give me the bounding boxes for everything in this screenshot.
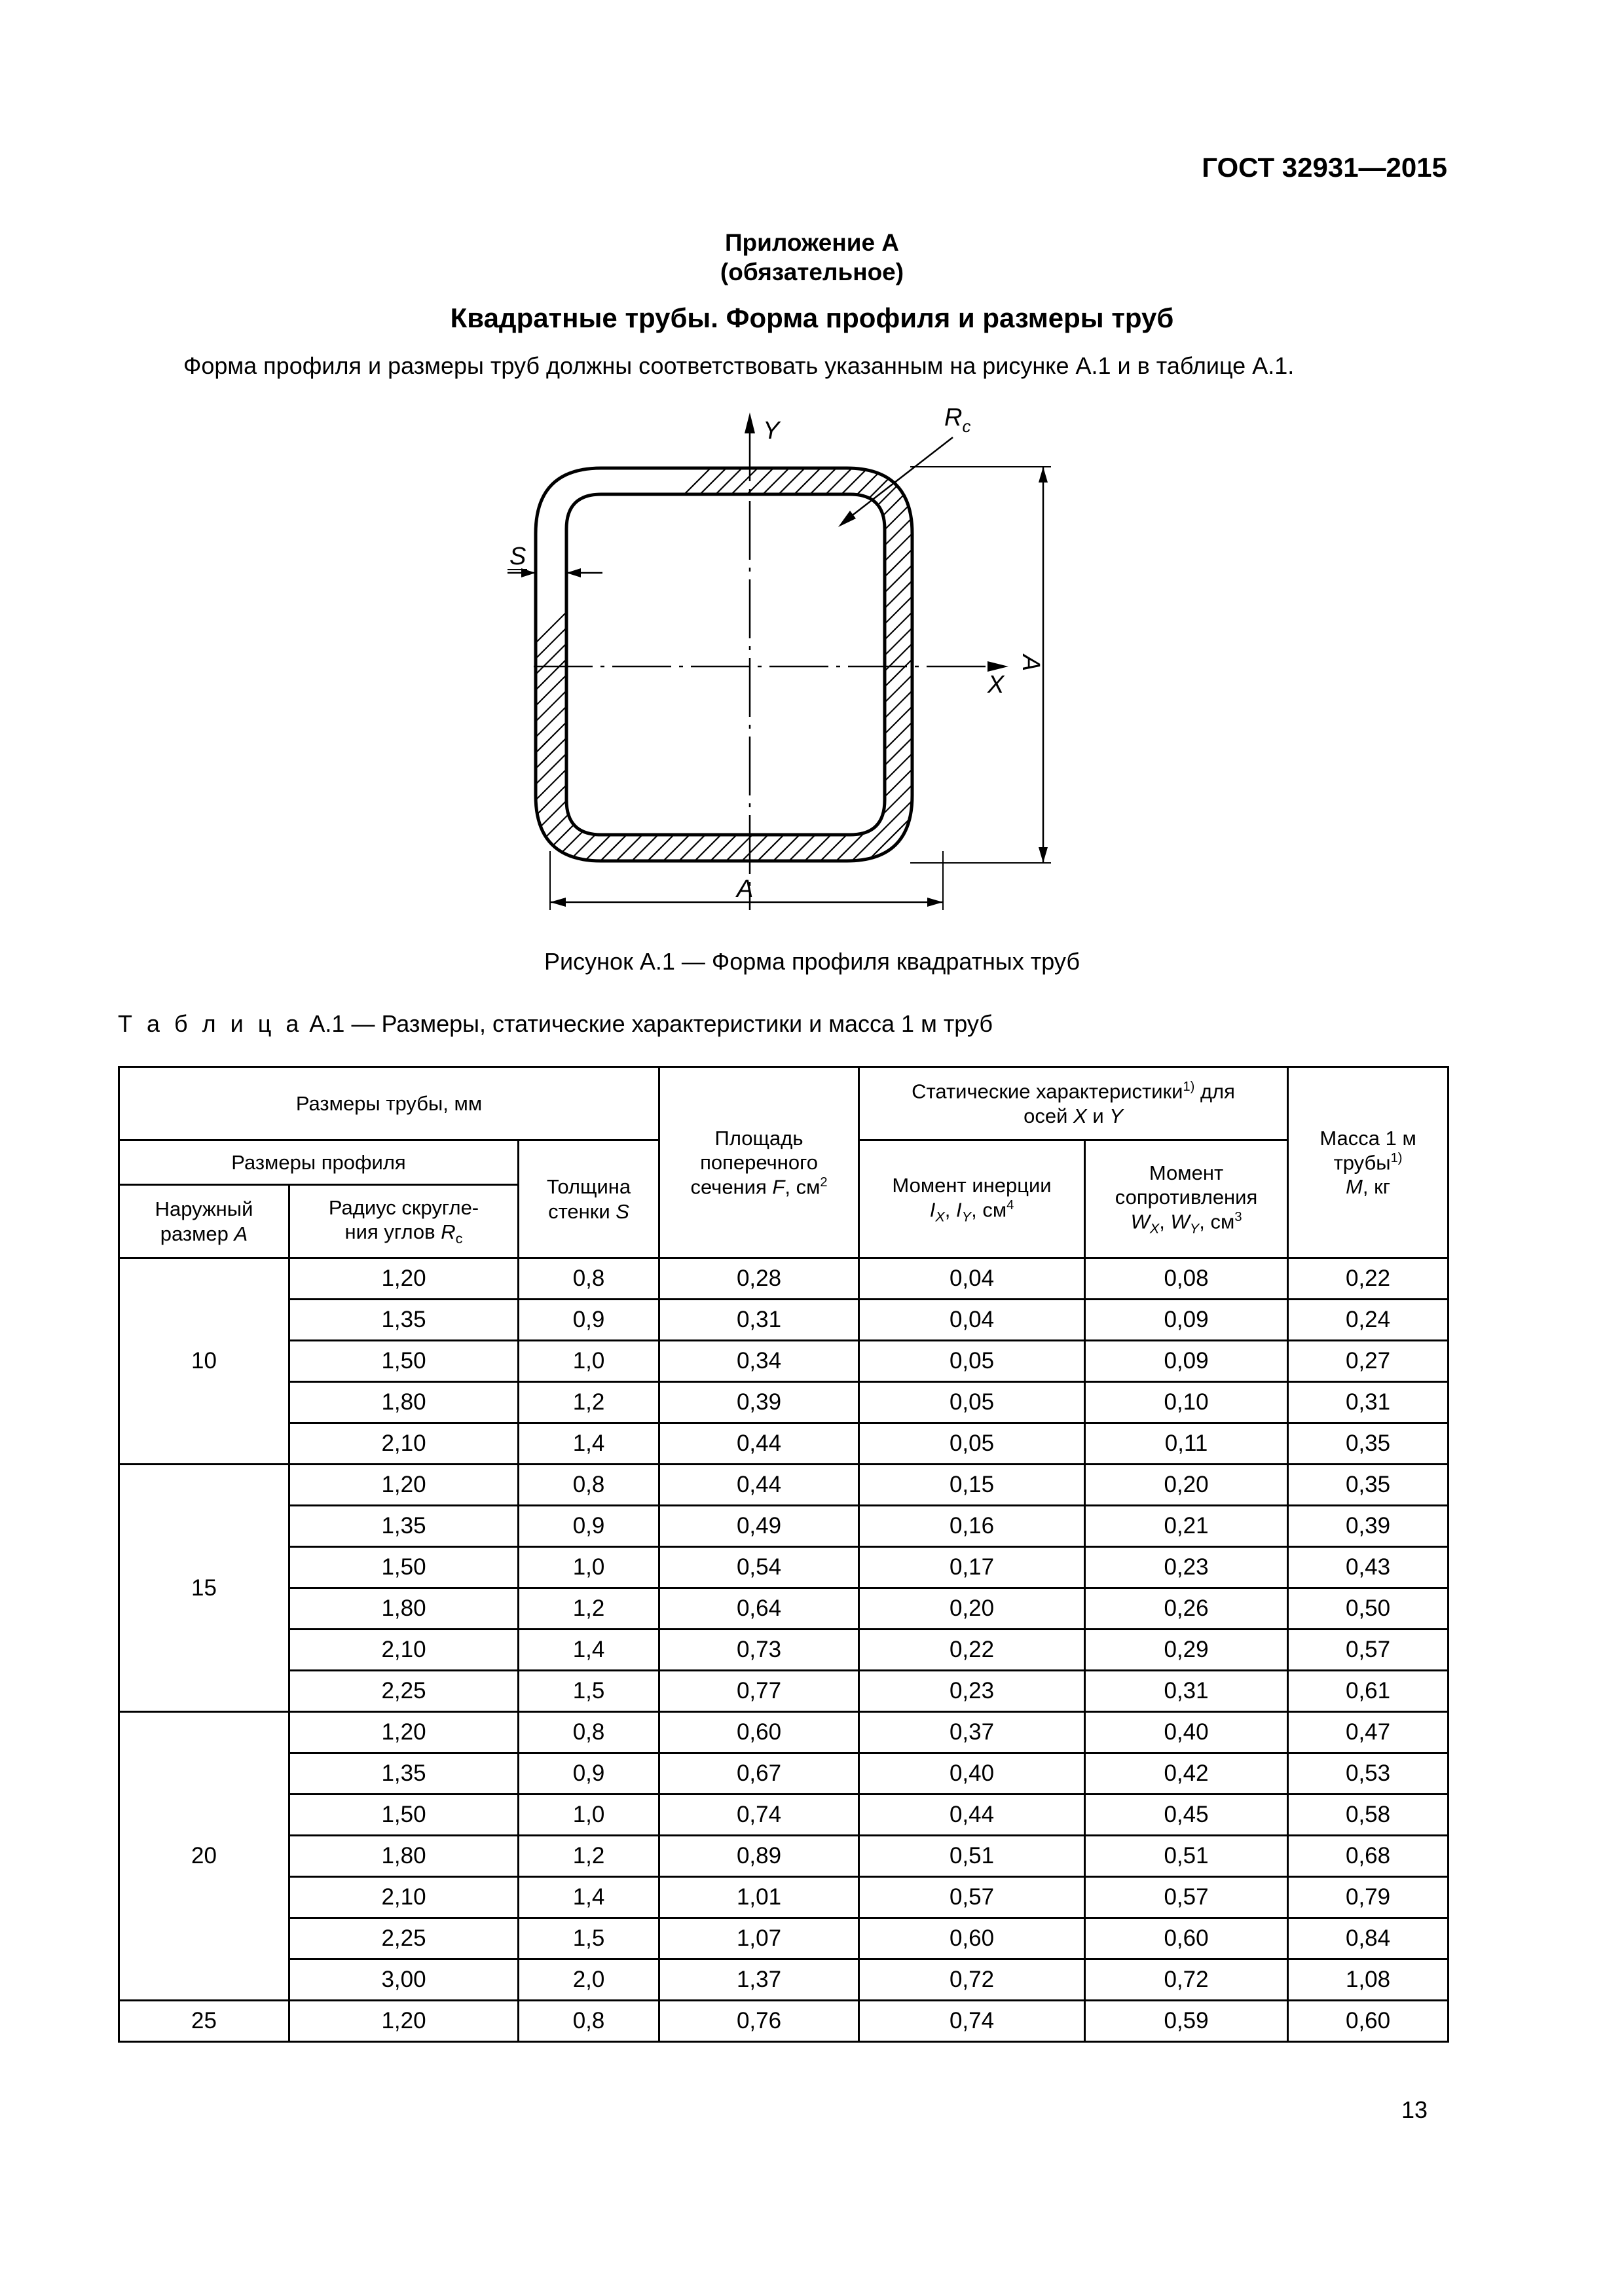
hatch-line <box>545 458 1003 917</box>
mass-cell: 0,31 <box>1288 1382 1449 1423</box>
wall-header: Толщина стенки S <box>519 1140 659 1258</box>
hatch-line <box>458 458 846 917</box>
hatch-line <box>639 458 1098 917</box>
mass-cell: 0,47 <box>1288 1712 1449 1753</box>
table-row <box>119 1918 1449 1959</box>
mass-cell: 0,39 <box>1288 1506 1449 1547</box>
area-cell: 0,89 <box>659 1836 859 1877</box>
wall-cell: 1,0 <box>519 1795 659 1836</box>
table-row <box>119 1795 1449 1836</box>
table-row <box>119 1341 1449 1382</box>
mass-cell: 0,53 <box>1288 1753 1449 1795</box>
table-row <box>119 1382 1449 1423</box>
inertia-cell: 0,20 <box>859 1588 1085 1630</box>
radius-cell: 1,80 <box>289 1588 519 1630</box>
wall-cell: 1,5 <box>519 1918 659 1959</box>
y-axis-arrow <box>745 412 755 433</box>
hatch-line <box>828 458 1113 917</box>
wall-cell: 0,8 <box>519 1465 659 1506</box>
table-body <box>119 1258 1449 2042</box>
area-cell: 0,54 <box>659 1547 859 1588</box>
hatch-line <box>458 458 815 917</box>
wall-cell: 1,4 <box>519 1877 659 1918</box>
hatch-line <box>953 458 1113 917</box>
radius-cell: 1,50 <box>289 1341 519 1382</box>
hatch-line <box>458 458 877 917</box>
area-cell: 0,39 <box>659 1382 859 1423</box>
wall-cell: 0,8 <box>519 1712 659 1753</box>
table-row <box>119 1547 1449 1588</box>
wall-cell: 1,2 <box>519 1588 659 1630</box>
resistance-cell: 0,09 <box>1085 1300 1288 1341</box>
mass-cell: 0,84 <box>1288 1918 1449 1959</box>
x-axis-label: X <box>987 671 1005 699</box>
wall-cell: 1,2 <box>519 1382 659 1423</box>
area-cell: 0,31 <box>659 1300 859 1341</box>
table-caption <box>118 1010 993 1038</box>
resistance-cell: 0,40 <box>1085 1712 1288 1753</box>
wall-cell: 0,8 <box>519 1258 659 1300</box>
area-cell: 0,34 <box>659 1341 859 1382</box>
resistance-cell: 0,20 <box>1085 1465 1288 1506</box>
intro-paragraph: Форма профиля и размеры труб должны соответствовать указанным на рисунке А.1 и в таблице А.1. <box>183 352 1295 379</box>
table-row <box>119 1712 1449 1753</box>
figure-caption: Рисунок А.1 — Форма профиля квадратных труб <box>544 948 1080 975</box>
resistance-header: Момент сопротивления $W_X$, $W_Y$, $см^3$ <box>1085 1140 1288 1258</box>
inertia-cell: 0,57 <box>859 1877 1085 1918</box>
annex-status: (обязательное) <box>720 259 904 285</box>
table-row <box>119 1671 1449 1712</box>
area-cell: 0,64 <box>659 1588 859 1630</box>
right-dim-arrow-bottom <box>1039 847 1048 863</box>
pipe-dims-header: Размеры трубы, мм <box>119 1067 659 1140</box>
outer-size-cell: 25 <box>119 2001 289 2042</box>
x-axis-arrow <box>987 661 1008 672</box>
inertia-cell: 0,60 <box>859 1918 1085 1959</box>
area-cell: 0,49 <box>659 1506 859 1547</box>
wall-cell: 0,9 <box>519 1300 659 1341</box>
radius-cell: 2,25 <box>289 1918 519 1959</box>
resistance-cell: 0,60 <box>1085 1918 1288 1959</box>
mass-cell: 0,68 <box>1288 1836 1449 1877</box>
hatch-line <box>718 458 1113 917</box>
table-row <box>119 1465 1449 1506</box>
table-row <box>119 1300 1449 1341</box>
hatch-line <box>513 458 972 917</box>
inertia-cell: 0,40 <box>859 1753 1085 1795</box>
hatch-line <box>561 458 1019 917</box>
inertia-cell: 0,44 <box>859 1795 1085 1836</box>
table-row <box>119 1506 1449 1547</box>
hatch-line <box>859 458 1113 917</box>
resistance-cell: 0,26 <box>1085 1588 1288 1630</box>
inertia-cell: 0,22 <box>859 1630 1085 1671</box>
radius-cell: 1,20 <box>289 1258 519 1300</box>
area-cell: 0,76 <box>659 2001 859 2042</box>
outer-contour <box>536 468 912 861</box>
resistance-cell: 0,21 <box>1085 1506 1288 1547</box>
table-row <box>119 1753 1449 1795</box>
resistance-cell: 0,42 <box>1085 1753 1288 1795</box>
wall-cell: 2,0 <box>519 1959 659 2001</box>
wall-cell: 1,0 <box>519 1547 659 1588</box>
annex-title: Приложение А <box>724 229 900 256</box>
static-char-header: Статические характеристики$^{1)}$ для осей X и Y <box>859 1067 1288 1140</box>
mass-cell: 0,61 <box>1288 1671 1449 1712</box>
area-cell: 0,73 <box>659 1630 859 1671</box>
area-cell: 1,37 <box>659 1959 859 2001</box>
radius-cell: 1,20 <box>289 2001 519 2042</box>
resistance-cell: 0,11 <box>1085 1423 1288 1465</box>
radius-cell: 3,00 <box>289 1959 519 2001</box>
inertia-cell: 0,15 <box>859 1465 1085 1506</box>
outer-size-cell: 15 <box>119 1465 289 1712</box>
hatch-line <box>458 458 720 917</box>
radius-cell: 2,10 <box>289 1877 519 1918</box>
standard-code: ГОСТ 32931—2015 <box>1202 152 1447 183</box>
mass-cell: 0,43 <box>1288 1547 1449 1588</box>
hatch-line <box>482 458 940 917</box>
wall-cell: 1,4 <box>519 1630 659 1671</box>
resistance-cell: 0,72 <box>1085 1959 1288 2001</box>
wall-cell: 0,8 <box>519 2001 659 2042</box>
profile-figure <box>458 393 1113 930</box>
inertia-cell: 0,05 <box>859 1382 1085 1423</box>
mass-cell: 0,57 <box>1288 1630 1449 1671</box>
inertia-cell: 0,23 <box>859 1671 1085 1712</box>
inertia-cell: 0,37 <box>859 1712 1085 1753</box>
profile-dims-header: Размеры профиля <box>119 1140 519 1185</box>
hatch-line <box>576 458 1035 917</box>
mass-cell: 0,60 <box>1288 2001 1449 2042</box>
radius-cell: 1,20 <box>289 1465 519 1506</box>
table-row <box>119 1258 1449 1300</box>
radius-leader <box>841 437 953 524</box>
hatch-line <box>702 458 1113 917</box>
inertia-cell: 0,16 <box>859 1506 1085 1547</box>
wall-cell: 0,9 <box>519 1753 659 1795</box>
radius-arrow <box>838 511 856 527</box>
bottom-dim-arrow-left <box>550 898 566 907</box>
table-row <box>119 1877 1449 1918</box>
hatch-line <box>749 458 1113 917</box>
inertia-cell: 0,05 <box>859 1423 1085 1465</box>
page-number: 13 <box>1401 2096 1428 2123</box>
table-caption-text: А.1 — Размеры, статические характеристики и масса 1 м труб <box>303 1010 993 1037</box>
wall-cell: 1,0 <box>519 1341 659 1382</box>
hatch-line <box>623 458 1082 917</box>
y-axis-label: Y <box>763 417 780 445</box>
hatch-line <box>938 458 1113 917</box>
inertia-cell: 0,17 <box>859 1547 1085 1588</box>
radius-cell: 1,35 <box>289 1300 519 1341</box>
dimensions-table <box>118 1066 1449 2043</box>
hatch-line <box>812 458 1113 917</box>
hatch-line <box>781 458 1113 917</box>
section-title: Квадратные трубы. Форма профиля и размеры труб <box>450 302 1174 333</box>
resistance-cell: 0,23 <box>1085 1547 1288 1588</box>
radius-cell: 1,50 <box>289 1795 519 1836</box>
mass-cell: 0,50 <box>1288 1588 1449 1630</box>
radius-label: $R_c$ <box>944 404 971 436</box>
area-cell: 0,77 <box>659 1671 859 1712</box>
inertia-cell: 0,04 <box>859 1258 1085 1300</box>
bottom-dimension-label: A <box>737 875 754 903</box>
outer-size-cell: 10 <box>119 1258 289 1465</box>
radius-cell: 1,50 <box>289 1547 519 1588</box>
hatch-line <box>1001 458 1113 917</box>
resistance-cell: 0,51 <box>1085 1836 1288 1877</box>
area-cell: 0,67 <box>659 1753 859 1795</box>
mass-cell: 0,22 <box>1288 1258 1449 1300</box>
hatch-line <box>733 458 1113 917</box>
area-cell: 0,44 <box>659 1465 859 1506</box>
resistance-cell: 0,08 <box>1085 1258 1288 1300</box>
hatch-line <box>1016 458 1113 917</box>
right-dim-arrow-top <box>1039 467 1048 483</box>
mass-cell: 0,79 <box>1288 1877 1449 1918</box>
area-cell: 0,44 <box>659 1423 859 1465</box>
hatch-line <box>922 458 1113 917</box>
mass-cell: 0,58 <box>1288 1795 1449 1836</box>
mass-cell: 0,24 <box>1288 1300 1449 1341</box>
area-cell: 0,74 <box>659 1795 859 1836</box>
resistance-cell: 0,29 <box>1085 1630 1288 1671</box>
inertia-cell: 0,51 <box>859 1836 1085 1877</box>
mass-cell: 0,27 <box>1288 1341 1449 1382</box>
resistance-cell: 0,31 <box>1085 1671 1288 1712</box>
radius-cell: 2,10 <box>289 1423 519 1465</box>
area-cell: 1,07 <box>659 1918 859 1959</box>
wall-cell: 1,5 <box>519 1671 659 1712</box>
outer-size-cell: 20 <box>119 1712 289 2001</box>
resistance-cell: 0,59 <box>1085 2001 1288 2042</box>
wall-label: S <box>509 543 526 570</box>
hatch-line <box>529 458 987 917</box>
table-row <box>119 2001 1449 2042</box>
resistance-cell: 0,57 <box>1085 1877 1288 1918</box>
wall-cell: 1,2 <box>519 1836 659 1877</box>
area-cell: 0,28 <box>659 1258 859 1300</box>
table-row <box>119 1630 1449 1671</box>
radius-header: Радиус скругле- ния углов $R_c$ <box>289 1185 519 1258</box>
radius-cell: 1,35 <box>289 1753 519 1795</box>
table-row <box>119 1588 1449 1630</box>
inertia-cell: 0,74 <box>859 2001 1085 2042</box>
radius-cell: 1,80 <box>289 1382 519 1423</box>
table-row <box>119 1423 1449 1465</box>
mass-cell: 1,08 <box>1288 1959 1449 2001</box>
inertia-cell: 0,05 <box>859 1341 1085 1382</box>
radius-cell: 1,20 <box>289 1712 519 1753</box>
area-header: Площадь поперечного сечения F, $см^2$ <box>659 1067 859 1258</box>
wall-cell: 0,9 <box>519 1506 659 1547</box>
wall-arrow-right <box>566 568 581 577</box>
area-cell: 1,01 <box>659 1877 859 1918</box>
hatch-line <box>1048 458 1113 917</box>
mass-header: Масса 1 м трубы$^{1)}$ М, кг <box>1288 1067 1449 1258</box>
resistance-cell: 0,45 <box>1085 1795 1288 1836</box>
right-dimension-label: A <box>1017 655 1044 672</box>
table-row <box>119 1836 1449 1877</box>
outer-size-header: Наружный размер А <box>119 1185 289 1258</box>
hatch-line <box>458 458 783 917</box>
mass-cell: 0,35 <box>1288 1465 1449 1506</box>
inertia-cell: 0,04 <box>859 1300 1085 1341</box>
area-cell: 0,60 <box>659 1712 859 1753</box>
bottom-dim-arrow-right <box>927 898 943 907</box>
hatch-line <box>458 458 909 917</box>
mass-cell: 0,35 <box>1288 1423 1449 1465</box>
hatch-line <box>796 458 1113 917</box>
table-caption-prefix: Т а б л и ц а <box>118 1010 303 1037</box>
resistance-cell: 0,09 <box>1085 1341 1288 1382</box>
wall-cell: 1,4 <box>519 1423 659 1465</box>
hatch-line <box>985 458 1113 917</box>
inertia-cell: 0,72 <box>859 1959 1085 2001</box>
hatch-line <box>592 458 1050 917</box>
inertia-header: Момент инерции $I_X$, $I_Y$, $см^4$ <box>859 1140 1085 1258</box>
table-row <box>119 1959 1449 2001</box>
radius-cell: 2,10 <box>289 1630 519 1671</box>
resistance-cell: 0,10 <box>1085 1382 1288 1423</box>
hatch-line <box>906 458 1113 917</box>
radius-cell: 1,80 <box>289 1836 519 1877</box>
radius-cell: 1,35 <box>289 1506 519 1547</box>
inner-contour <box>566 494 885 835</box>
radius-cell: 2,25 <box>289 1671 519 1712</box>
